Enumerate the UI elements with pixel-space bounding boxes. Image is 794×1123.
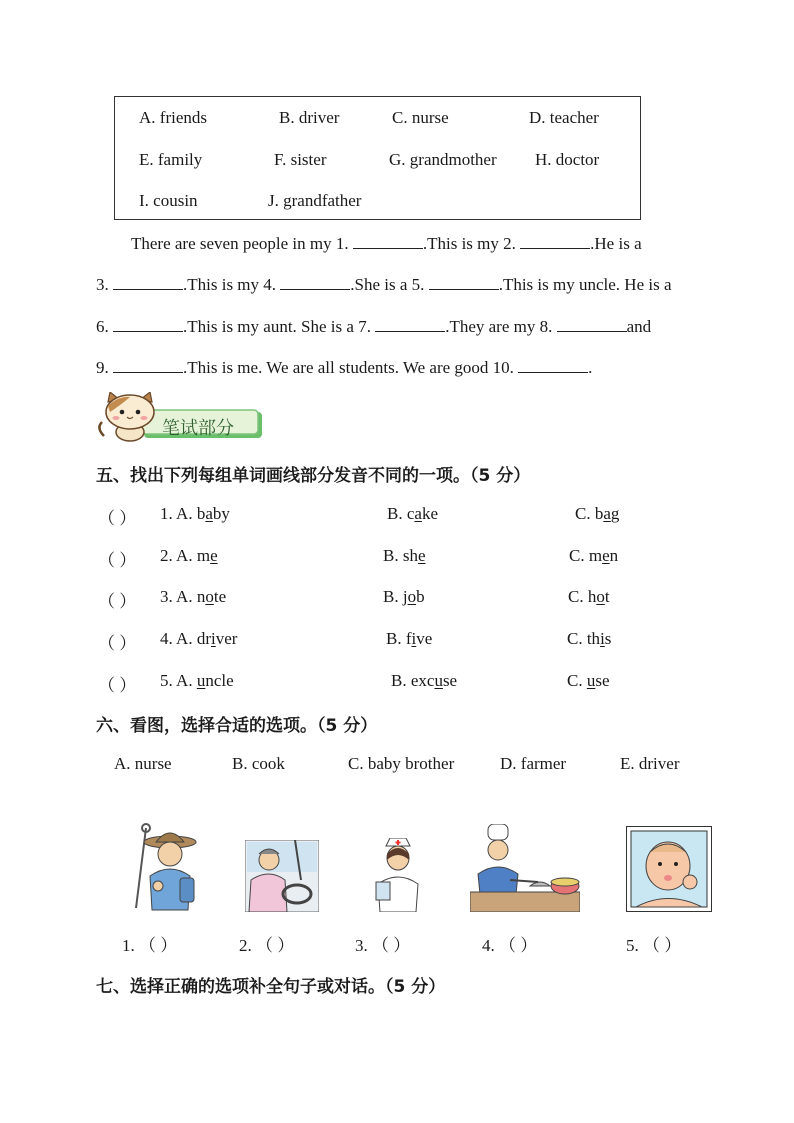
passage-text: 9.: [96, 358, 113, 377]
nurse-picture-icon: [370, 838, 426, 912]
picture-answer[interactable]: 5. （ ）: [626, 936, 682, 955]
answer-blank[interactable]: [518, 358, 588, 373]
passage-line-4: [96, 358, 592, 378]
passage-text: 6.: [96, 317, 113, 336]
word-option: D. teacher: [529, 108, 599, 127]
section-7-title: 七、选择正确的选项补全句子或对话。（5 分）: [96, 977, 446, 997]
baby-brother-picture-icon: [626, 826, 712, 912]
passage-text: .She is a 5.: [350, 275, 429, 294]
option-c: C. hot: [568, 587, 610, 606]
answer-paren[interactable]: （ ）: [98, 592, 137, 611]
option-a: 3. A. note: [160, 587, 227, 606]
passage-text: .This is me. We are all students. We are good 10.: [183, 358, 519, 377]
answer-blank[interactable]: [113, 317, 183, 332]
passage-line-3: [96, 317, 651, 337]
driver-picture-icon: [245, 840, 319, 912]
option-b: B. job: [383, 587, 425, 606]
passage-text: and: [626, 317, 652, 336]
picture-answer[interactable]: 4. （ ）: [482, 936, 538, 955]
passage-text: .: [588, 358, 593, 377]
cook-picture-icon: [470, 824, 580, 912]
answer-blank[interactable]: [375, 317, 445, 332]
section-5-title: 五、找出下列每组单词画线部分发音不同的一项。（5 分）: [96, 466, 531, 486]
answer-paren[interactable]: （ ）: [98, 509, 137, 528]
answer-blank[interactable]: [429, 275, 499, 290]
answer-blank[interactable]: [520, 234, 590, 249]
option-c: C. bag: [575, 504, 620, 523]
word-option: G. grandmother: [389, 150, 497, 169]
picture-option: E. driver: [620, 754, 680, 773]
passage-text: .This is my uncle. He is a: [498, 275, 672, 294]
passage-text: .This is my 4.: [183, 275, 281, 294]
answer-paren[interactable]: （ ）: [98, 551, 137, 570]
answer-paren[interactable]: （ ）: [98, 634, 137, 653]
passage-text: .This is my aunt. She is a 7.: [183, 317, 376, 336]
answer-blank[interactable]: [557, 317, 627, 332]
word-option: C. nurse: [392, 108, 449, 127]
option-a: 5. A. uncle: [160, 671, 234, 690]
word-option: I. cousin: [139, 191, 198, 210]
passage-line-1: [131, 234, 642, 254]
option-b: B. cake: [387, 504, 438, 523]
word-option: A. friends: [139, 108, 207, 127]
banner-label: 笔试部分: [162, 418, 234, 439]
answer-paren[interactable]: （ ）: [98, 676, 137, 695]
option-c: C. this: [567, 629, 612, 648]
picture-option: A. nurse: [114, 754, 172, 773]
word-option: F. sister: [274, 150, 327, 169]
option-c: C. men: [569, 546, 619, 565]
passage-text: .He is a: [590, 234, 642, 253]
picture-option: B. cook: [232, 754, 285, 773]
picture-answer[interactable]: 3. （ ）: [355, 936, 411, 955]
picture-option: C. baby brother: [348, 754, 455, 773]
option-c: C. use: [567, 671, 610, 690]
picture-option: D. farmer: [500, 754, 567, 773]
option-a: 2. A. me: [160, 546, 218, 565]
section-6-title: 六、看图，选择合适的选项。（5 分）: [96, 716, 378, 736]
written-section-banner: [96, 392, 266, 444]
answer-blank[interactable]: [280, 275, 350, 290]
word-option: J. grandfather: [268, 191, 362, 210]
passage-line-2: [96, 275, 672, 295]
word-option: E. family: [139, 150, 203, 169]
option-b: B. five: [386, 629, 433, 648]
word-option: H. doctor: [535, 150, 600, 169]
answer-blank[interactable]: [113, 275, 183, 290]
passage-text: .This is my 2.: [422, 234, 521, 253]
option-b: B. she: [383, 546, 426, 565]
picture-answer[interactable]: 1. （ ）: [122, 936, 178, 955]
passage-text: .They are my 8.: [445, 317, 557, 336]
answer-blank[interactable]: [113, 358, 183, 373]
option-a: 4. A. driver: [160, 629, 238, 648]
picture-answer[interactable]: 2. （ ）: [239, 936, 295, 955]
word-option: B. driver: [279, 108, 340, 127]
passage-text: 3.: [96, 275, 113, 294]
passage-text: There are seven people in my 1.: [131, 234, 353, 253]
option-a: 1. A. baby: [160, 504, 230, 523]
farmer-picture-icon: [128, 820, 198, 914]
option-b: B. excuse: [391, 671, 458, 690]
answer-blank[interactable]: [353, 234, 423, 249]
